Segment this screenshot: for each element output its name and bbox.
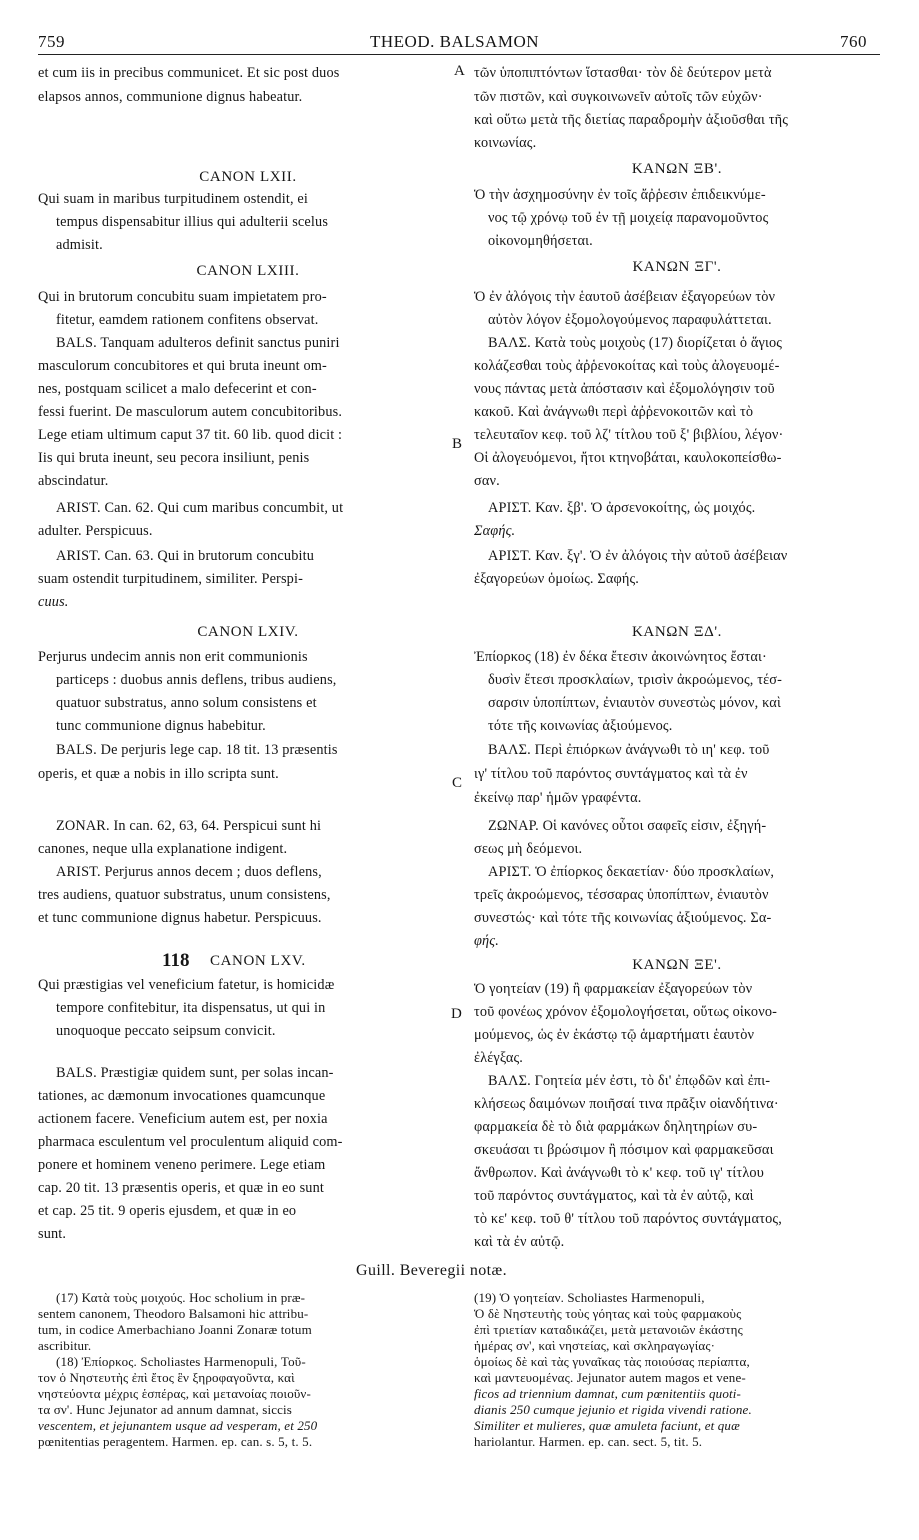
right-line: ΑΡΙΣΤ. Καν. ξγ'. Ὁ ἐν ἀλόγοις τὴν αὐτοῦ ἀσέβειαν — [488, 548, 788, 564]
left-line: fitetur, eamdem rationem confitens observat. — [56, 312, 319, 328]
left-line: admisit. — [56, 237, 103, 253]
page-number-right: 760 — [840, 32, 867, 51]
right-line: σεως μὴ δεόμενοι. — [474, 841, 583, 857]
right-line: ΒΑΛΣ. Κατὰ τοὺς μοιχοὺς (17) διορίζεται ὁ ἅγιος — [488, 335, 783, 351]
right-line: σαρσιν ὑποπίπτων, ἐνιαυτὸν συνεστὼς μόνον, καὶ — [488, 695, 781, 711]
left-line: quatuor substratus, anno solum consistens et — [56, 695, 317, 711]
note-right-line: (19) Ὁ γοητείαν. Scholiastes Harmenopuli, — [474, 1290, 705, 1305]
right-line: ΒΑΛΣ. Περὶ ἐπιόρκων ἀνάγνωθι τὸ ιη' κεφ. τοῦ — [488, 742, 770, 758]
right-line: Ὁ γοητείαν (19) ἢ φαρμακείαν ἐξαγορεύων τὸν — [474, 981, 753, 997]
right-line: φαρμακεία δὲ τὸ διὰ φαρμάκων δηλητηρίων συ- — [474, 1119, 758, 1135]
note-right-line: καὶ μαντευομένας. Jejunator autem magos et vene- — [474, 1370, 746, 1385]
left-line: pharmaca esculentum vel proculentum aliquid com- — [38, 1134, 343, 1150]
note-right-line: hariolantur. Harmen. ep. can. sect. 5, tit. 5. — [474, 1434, 703, 1449]
marker-b: B — [452, 436, 463, 452]
page-number-left: 759 — [38, 32, 65, 51]
note-right-line: ἐπὶ τριετίαν καταδικάζει, μετὰ μετανοιῶν ἑκάστης — [474, 1322, 743, 1337]
left-line: tempore confitebitur, ita dispensatus, ut qui in — [56, 1000, 326, 1016]
right-line: συνεστώς· καὶ τότε τῆς κοινωνίας ἀξιούμενος. Σα- — [474, 910, 772, 926]
left-line: masculorum concubitores et qui bruta ineunt om- — [38, 358, 327, 374]
left-line: cap. 20 tit. 13 præsentis operis, et quæ in eo sunt — [38, 1180, 325, 1196]
right-line: σκευάσαι τι βρώσιμον ἢ πόσιμον καὶ φαρμακεῦσαι — [474, 1142, 774, 1158]
note-left-line: τα σν'. Hunc Jejunator ad annum damnat, siccis — [38, 1402, 293, 1417]
running-title: THEOD. BALSAMON — [370, 32, 539, 51]
note-left-line: (17) Κατὰ τοὺς μοιχούς. Hoc scholium in præ- — [56, 1290, 306, 1305]
canon-heading: CANON LXII. — [199, 169, 297, 185]
left-line: sunt. — [38, 1226, 67, 1242]
right-line: οἰκονομηθήσεται. — [488, 233, 593, 249]
right-line: τότε τῆς κοινωνίας ἀξιούμενος. — [488, 718, 673, 734]
right-line: ΑΡΙΣΤ. Καν. ξβ'. Ὁ ἀρσενοκοίτης, ὡς μοιχός. — [488, 500, 756, 516]
header-rule — [38, 54, 880, 55]
right-line: τοῦ παρόντος συντάγματος, καὶ τὰ ἐν αὐτῷ, καὶ — [474, 1188, 754, 1204]
right-line: Ὁ τὴν ἀσχημοσύνην ἐν τοῖς ἄῤῥεσιν ἐπιδεικνύμε- — [474, 187, 766, 203]
left-line: tationes, ac dæmonum invocationes quamcunque — [38, 1088, 326, 1104]
left-line: ARIST. Can. 62. Qui cum maribus concumbit, ut — [56, 500, 344, 516]
right-line: αὐτὸν λόγον ἐξομολογούμενος παραφυλάττεται. — [488, 312, 772, 328]
note-right-line: ficos ad triennium damnat, cum pœnitentiis quoti- — [474, 1386, 741, 1401]
left-line: cuus. — [38, 594, 69, 610]
left-line: ZONAR. In can. 62, 63, 64. Perspicui sunt hi — [56, 818, 322, 834]
left-line: nes, postquam scilicet a malo defecerint et con- — [38, 381, 317, 397]
right-line: Ἐπίορκος (18) ἐν δέκα ἔτεσιν ἀκοινώνητος ἔσται· — [474, 649, 767, 665]
section-number: 118 — [162, 950, 190, 971]
left-line: elapsos annos, communione dignus habeatur. — [38, 89, 303, 105]
right-line: ιγ' τίτλου τοῦ παρόντος συντάγματος καὶ τὰ ἐν — [474, 766, 748, 782]
left-line: ARIST. Perjurus annos decem ; duos deflens, — [56, 864, 322, 880]
note-left-line: tum, in codice Amerbachiano Joanni Zonaræ totum — [38, 1322, 312, 1337]
right-line: ΖΩΝΑΡ. Οἱ κανόνες οὗτοι σαφεῖς εἰσιν, ἐξηγή- — [488, 818, 767, 834]
note-right-line: Ὁ δὲ Νηστευτὴς τοὺς γόητας καὶ τοὺς φαρμακοὺς — [474, 1306, 742, 1321]
left-line: Iis qui bruta ineunt, seu pecora insiliunt, penis — [38, 450, 310, 466]
right-line: ἐξαγορεύων ὁμοίως. Σαφής. — [474, 571, 640, 587]
right-line: ἄνθρωπον. Καὶ ἀνάγνωθι τὸ κ' κεφ. τοῦ ιγ' τίτλου — [474, 1165, 764, 1181]
canon-heading: ΚΑΝΩΝ ΞΕ'. — [632, 957, 722, 973]
right-line: νος τῷ χρόνῳ τοῦ ἐν τῇ μοιχείᾳ παρανομοῦντος — [488, 210, 769, 226]
right-line: κλήσεως δαιμόνων ποιῆσαί τινα πρᾶξιν οἱανδήτινα· — [474, 1096, 779, 1112]
left-line: ponere et hominem veneno perimere. Lege etiam — [38, 1157, 326, 1173]
left-line: BALS. Præstigiæ quidem sunt, per solas incan- — [56, 1065, 334, 1081]
right-line: τρεῖς ἀκροώμενος, τέσσαρας ὑποπίπτων, ἐνιαυτὸν — [474, 887, 769, 903]
canon-heading: CANON LXIII. — [196, 263, 300, 279]
left-line: BALS. Tanquam adulteros definit sanctus puniri — [56, 335, 340, 351]
left-line: canones, neque ulla explanatione indigent. — [38, 841, 288, 857]
canon-heading: ΚΑΝΩΝ ΞΓ'. — [632, 259, 722, 275]
left-line: adulter. Perspicuus. — [38, 523, 153, 539]
right-line: ἐκείνῳ παρ' ἡμῶν γραφέντα. — [474, 790, 642, 806]
notes-title: Guill. Beveregii notæ. — [356, 1262, 508, 1279]
left-line: Perjurus undecim annis non erit communionis — [38, 649, 308, 665]
right-line: φής. — [474, 933, 499, 949]
right-line: νους πάντας μετὰ ἀπόστασιν καὶ ἐξομολόγησιν τοῦ — [474, 381, 775, 397]
left-line: Lege etiam ultimum caput 37 tit. 60 lib. quod dicit : — [38, 427, 343, 443]
right-line: σαν. — [474, 473, 500, 489]
canon-heading: ΚΑΝΩΝ ΞΒ'. — [631, 161, 723, 177]
canon-heading: CANON LXIV. — [197, 624, 299, 640]
marker-d: D — [451, 1006, 462, 1022]
right-line: κακοῦ. Καὶ ἀνάγνωθι περὶ ἀῤῥενοκοιτῶν καὶ τὸ — [474, 404, 754, 420]
note-left-line: τον ὁ Νηστευτὴς ἐπὶ ἔτος ἓν ξηροφαγοῦντα, καὶ — [38, 1370, 295, 1385]
left-line: ARIST. Can. 63. Qui in brutorum concubitu — [56, 548, 315, 564]
left-line: fessi fuerint. De masculorum autem concubitoribus. — [38, 404, 343, 420]
note-left-line: ascribitur. — [38, 1338, 92, 1353]
note-right-line: ἡμέρας σν', καὶ νηστείας, καὶ σκληραγωγίας· — [474, 1338, 716, 1353]
note-right-line: ὁμοίως δὲ καὶ τὰς γυναῖκας τὰς ποιούσας περίαπτα, — [474, 1354, 750, 1369]
right-line: τελευταῖον κεφ. τοῦ λζ' τίτλου τοῦ ξ' βιβλίου, λέγον· — [474, 427, 784, 443]
note-left-line: (18) Ἐπίορκος. Scholiastes Harmenopuli, Τοῦ- — [56, 1354, 306, 1369]
right-line: ΑΡΙΣΤ. Ὁ ἐπίορκος δεκαετίαν· δύο προσκλαίων, — [488, 864, 775, 880]
left-line: suam ostendit turpitudinem, similiter. Perspi- — [38, 571, 304, 587]
right-line: καὶ οὕτω μετὰ τῆς διετίας παραδρομὴν ἀξιοῦσθαι τῆς — [474, 112, 789, 128]
right-line: δυσὶν ἔτεσι προσκλαίων, τρισὶν ἀκροώμενος, τέσ- — [488, 672, 783, 688]
marker-a: A — [454, 63, 465, 79]
right-line: τῶν ὑποπιπτόντων ἵστασθαι· τὸν δὲ δεύτερον μετὰ — [474, 65, 772, 81]
right-line: Οἱ ἀλογευόμενοι, ἤτοι κτηνοβάται, καυλοκοπείσθω- — [474, 450, 782, 466]
right-line: καὶ τὰ ἐν αὐτῷ. — [474, 1234, 565, 1250]
note-left-line: pœnitentias peragentem. Harmen. ep. can. s. 5, t. 5. — [38, 1434, 313, 1449]
left-line: tunc communione dignus habebitur. — [56, 718, 266, 734]
canon-heading: ΚΑΝΩΝ ΞΔ'. — [632, 624, 722, 640]
right-line: τοῦ φονέως χρόνον ἐξομολογήσεται, οὕτως οἰκονο- — [474, 1004, 778, 1020]
right-line: Σαφής. — [474, 523, 516, 539]
left-line: Qui præstigias vel veneficium fatetur, is homicidæ — [38, 977, 335, 993]
marker-c: C — [452, 775, 463, 791]
left-line: unoquoque peccato seipsum convicit. — [56, 1023, 276, 1039]
right-line: κολάζεσθαι τοὺς ἀῤῥενοκοίτας καὶ τοὺς ἀλογευομέ- — [474, 358, 780, 374]
left-line: operis, et quæ a nobis in illo scripta sunt. — [38, 766, 279, 782]
left-line: BALS. De perjuris lege cap. 18 tit. 13 præsentis — [56, 742, 338, 758]
right-line: Ὁ ἐν ἀλόγοις τὴν ἑαυτοῦ ἀσέβειαν ἐξαγορεύων τὸν — [474, 289, 776, 305]
right-line: κοινωνίας. — [474, 135, 537, 151]
note-left-line: νηστεύοντα μέχρις ἑσπέρας, καὶ μετανοίας ποιοῦν- — [38, 1386, 311, 1401]
note-left-line: sentem canonem, Theodoro Balsamoni hic attribu- — [38, 1306, 309, 1321]
left-line: abscindatur. — [38, 473, 109, 489]
left-line: Qui suam in maribus turpitudinem ostendit, ei — [38, 191, 309, 207]
right-line: τὸ κε' κεφ. τοῦ θ' τίτλου τοῦ παρόντος συντάγματος, — [474, 1211, 782, 1227]
note-left-line: vescentem, et jejunantem usque ad vesperam, et 250 — [38, 1418, 318, 1433]
left-line: particeps : duobus annis deflens, tribus audiens, — [56, 672, 337, 688]
left-line: et tunc communione dignus habetur. Perspicuus. — [38, 910, 322, 926]
left-line: et cum iis in precibus communicet. Et sic post duos — [38, 65, 340, 81]
left-line: actionem facere. Veneficium autem est, per noxia — [38, 1111, 328, 1127]
right-line: ἐλέγξας. — [474, 1050, 524, 1066]
left-line: et cap. 25 tit. 9 operis ejusdem, et quæ in eo — [38, 1203, 297, 1219]
note-right-line: dianis 250 cumque jejunio et rigida vivendi ratione. — [474, 1402, 752, 1417]
right-line: τῶν πιστῶν, καὶ συγκοινωνεῖν αὐτοῖς τῶν εὐχῶν· — [474, 89, 763, 105]
left-line: tres audiens, quatuor substratus, unum consistens, — [38, 887, 331, 903]
left-line: Qui in brutorum concubitu suam impietatem pro- — [38, 289, 327, 305]
left-line: tempus dispensabitur illius qui adulterii scelus — [56, 214, 329, 230]
right-line: ΒΑΛΣ. Γοητεία μέν ἐστι, τὸ δι' ἐπῳδῶν καὶ ἐπι- — [488, 1073, 771, 1089]
note-right-line: Similiter et mulieres, quæ amuleta faciunt, et quæ — [474, 1418, 740, 1433]
canon-heading: CANON LXV. — [210, 953, 306, 969]
right-line: μούμενος, ὡς ἐν ἑκάστῳ τῷ ἁμαρτήματι ἑαυτὸν — [474, 1027, 755, 1043]
